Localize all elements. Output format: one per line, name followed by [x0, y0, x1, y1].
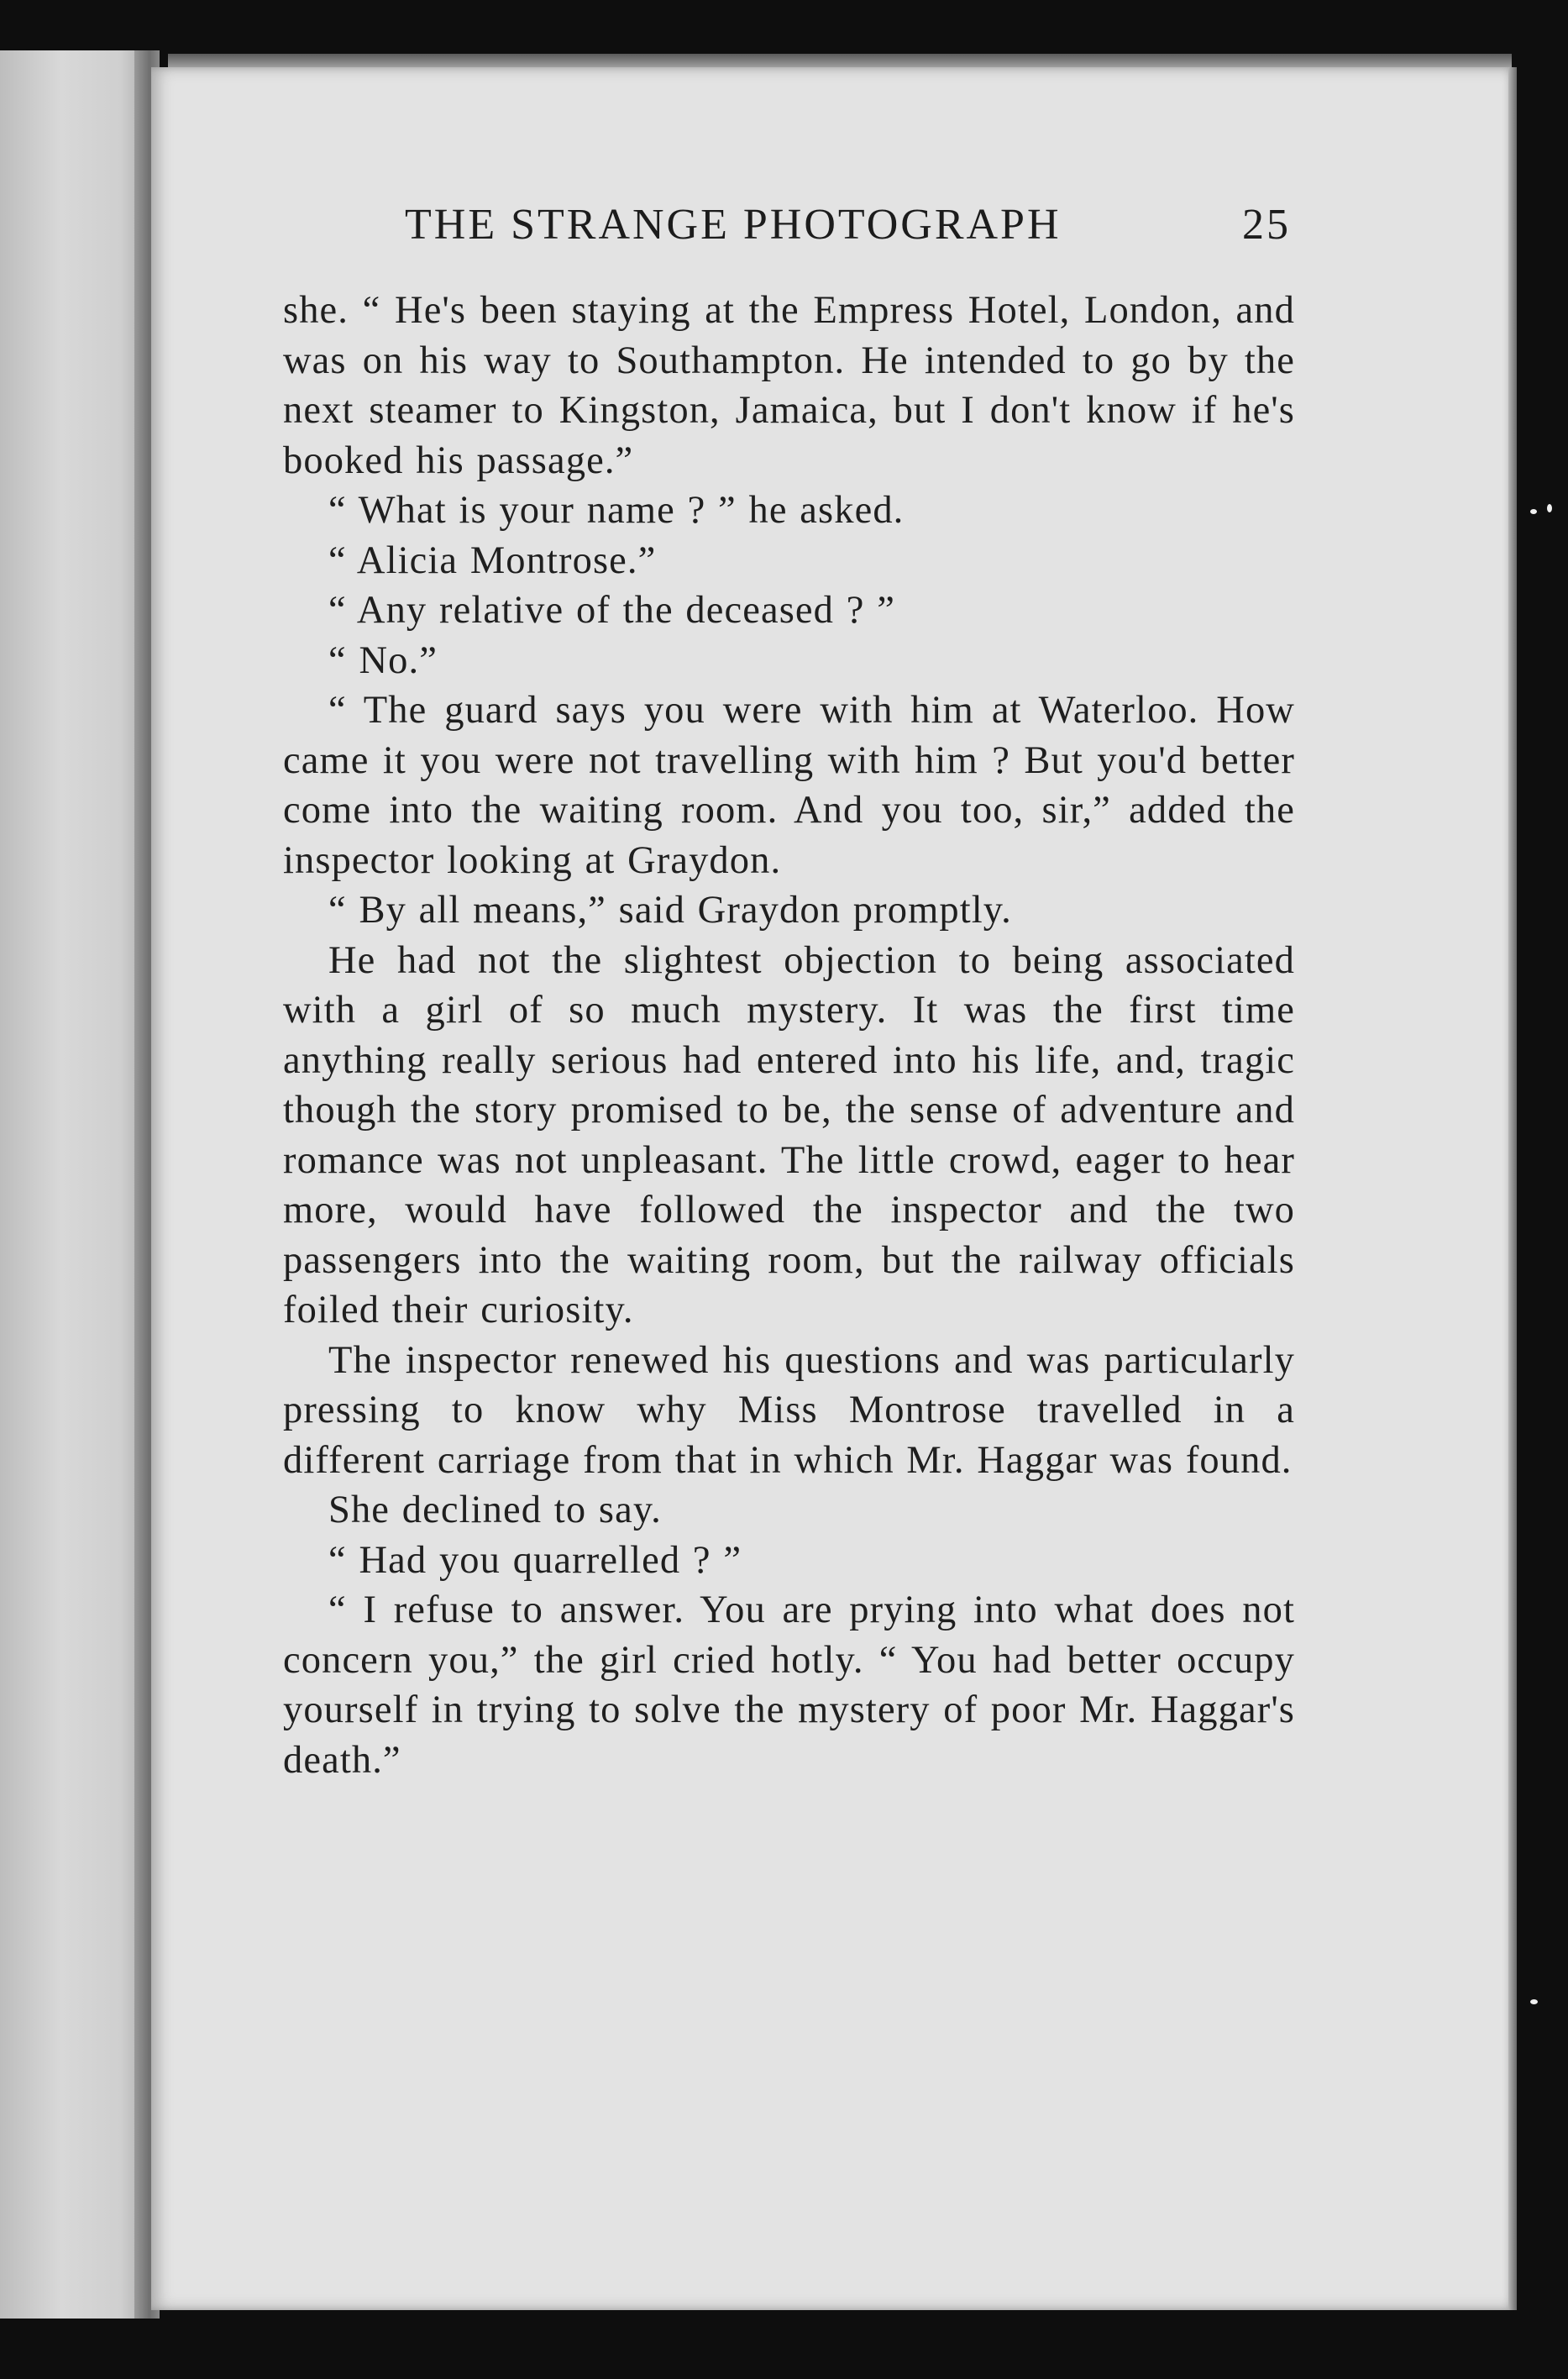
page-number: 25	[1242, 201, 1291, 249]
previous-page-edge	[0, 50, 151, 2319]
scan-speck	[1530, 509, 1537, 514]
paragraph: “ What is your name ? ” he asked.	[328, 489, 905, 532]
paragraph: “ Alicia Montrose.”	[328, 538, 657, 582]
paragraph: she. “ He's been staying at the Empress Hotel, London, and was on his way to Southampton. He intended to go by the next steamer to Kingston, Jamaica, but I don't know if he's booked his passage.”	[283, 289, 1295, 482]
paragraph: “ Had you quarrelled ? ”	[328, 1538, 742, 1582]
body-text	[283, 286, 1295, 1785]
paragraph: He had not the slightest objection to being associated with a girl of so much mystery. It was the first time anything really serious had entered into his life, and, tragic though the story promised to be, the sense of adventure and romance was not unpleasant. The little crowd, eager to hear more, would have followed the inspector and the two passengers into the waiting room, but the railway officials foiled their curiosity.	[283, 938, 1295, 1331]
scan-speck	[1530, 1999, 1538, 2004]
paragraph: The inspector renewed his questions and was particularly pressing to know why Miss Montrose travelled in a different carriage from that in which Mr. Haggar was found.	[283, 1338, 1295, 1482]
paragraph: “ I refuse to answer. You are prying into what does not concern you,” the girl cried hotly. “ You had better occupy yourself in trying to solve the mystery of poor Mr. Haggar's death.”	[283, 1589, 1295, 1782]
running-header	[405, 200, 1291, 267]
running-title: THE STRANGE PHOTOGRAPH	[405, 201, 1062, 249]
page-right-edge	[1508, 67, 1517, 2310]
paragraph: She declined to say.	[328, 1489, 662, 1531]
paragraph: “ Any relative of the deceased ? ”	[328, 589, 895, 632]
paragraph: “ No.”	[328, 638, 438, 682]
paragraph: “ By all means,” said Graydon promptly.	[328, 889, 1012, 932]
paragraph: “ The guard says you were with him at Waterloo. How came it you were not travelling with him ? But you'd better come into the waiting room. And you too, sir,” added the inspector looking at Graydon.	[283, 689, 1295, 882]
scan-speck	[1547, 504, 1552, 512]
